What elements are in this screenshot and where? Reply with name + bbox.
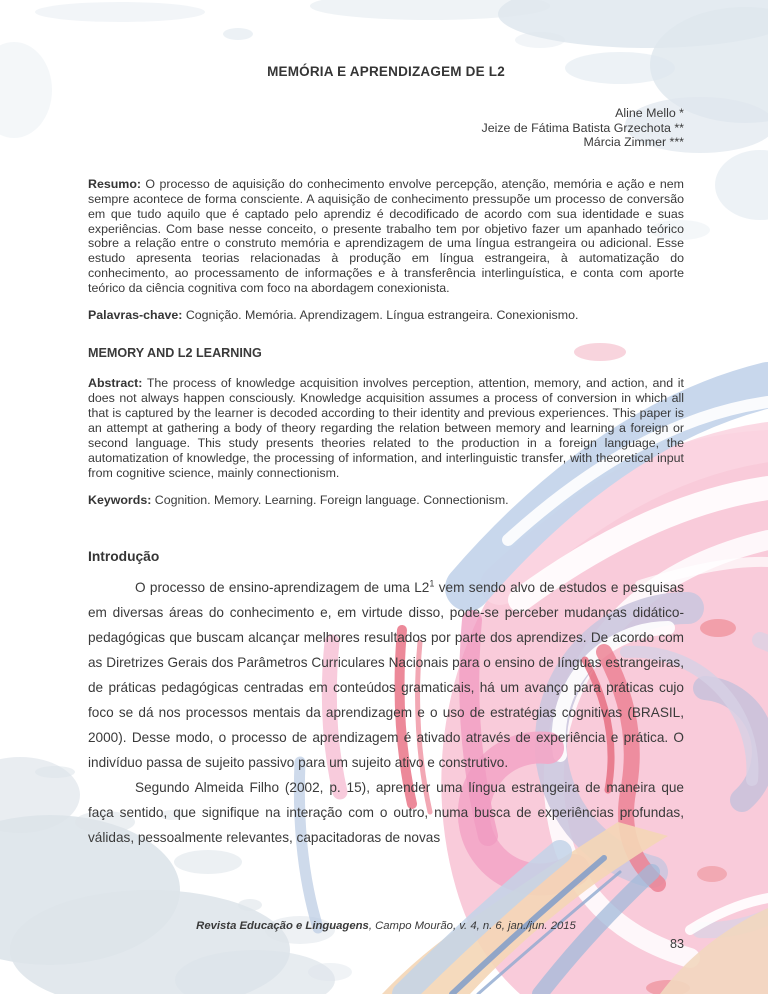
palavras-chave-line [88, 308, 684, 323]
authors-block [88, 106, 684, 150]
journal-citation: , Campo Mourão, v. 4, n. 6, jan./jun. 2015 [368, 920, 576, 932]
author-line: Jeize de Fátima Batista Grzechota ** [481, 120, 684, 135]
abstract-paragraph [88, 376, 684, 480]
palavras-chave-text: Cognição. Memória. Aprendizagem. Língua estrangeira. Conexionismo. [182, 308, 579, 323]
paragraph-text: vem sendo alvo de estudos e pesquisas em diversas áreas do conhecimento e, em virtude disso, pode-se perceber mudanças didático-pedagógicas que buscam alcançar melhores resultados por parte dos aprendizes. De acordo com as Diretrizes Gerais dos Parâmetros Curriculares Nacionais para o ensino de línguas estrangeiras, de práticas pedagógicas centradas em conteúdos gramaticais, há um avanço para práticas cujo foco se dá nos processos mentais da aprendizagem e o uso de estratégias cognitivas (BRASIL, 2000). Desse modo, o processo de aprendizagem é ativado através de experiência e prática. O indivíduo passa de sujeito passivo para um sujeito ativo e construtivo. [88, 579, 684, 770]
journal-name: Revista Educação e Linguagens [196, 920, 369, 932]
abstract-label: Abstract: [88, 376, 143, 391]
paper-title: MEMÓRIA E APRENDIZAGEM DE L2 [267, 64, 505, 79]
article-content [88, 0, 684, 850]
resumo-paragraph [88, 177, 684, 296]
footnote-reference-1: 1 [429, 578, 435, 589]
paragraph-text: O processo de ensino-aprendizagem de uma L2 [135, 579, 430, 595]
english-title-heading: MEMORY AND L2 LEARNING [88, 346, 262, 361]
keywords-line [88, 493, 684, 508]
resumo-text: O processo de aquisição do conhecimento envolve percepção, atenção, memória e ação e nem sempre acontece de forma consciente. A aquisição de conhecimento pressupõe um processo de conversão em que tudo aquilo que é captado pelo aprendiz é decodificado de acordo com sua identidade e suas experiências. Com base nesse conceito, o presente trabalho tem por objetivo fazer um apanhado teórico sobre a relação entre o construto memória e aprendizagem de uma língua estrangeira ou adicional. Esse estudo apresenta teorias relacionadas à produção em língua estrangeira, à automatização do conhecimento, ao processamento de informações e à transferência interlinguística, e conta com aporte teórico da ciência cognitiva com foco na abordagem conexionista. [88, 176, 684, 296]
journal-footer [88, 920, 684, 932]
keywords-text: Cognition. Memory. Learning. Foreign language. Connectionism. [151, 493, 509, 508]
author-line: Márcia Zimmer *** [583, 135, 684, 150]
intro-paragraph-2: Segundo Almeida Filho (2002, p. 15), aprender uma língua estrangeira de maneira que faça sentido, que signifique na interação com o outro, numa busca de experiências profundas, válidas, pessoalmente relevantes, capacitadoras de novas [88, 779, 684, 845]
section-heading-introducao: Introdução [88, 548, 160, 564]
keywords-label: Keywords: [88, 493, 152, 508]
page-number: 83 [669, 937, 684, 951]
abstract-text: The process of knowledge acquisition involves perception, attention, memory, and action, and it does not always happen consciously. Knowledge acquisition assumes a process of conversion in which all that is captured by the learner is decoded according to their identity and previous experiences. This paper is an attempt at gathering a body of theory regarding the relation between memory and learning a foreign or second language. This study presents theories related to the production in a foreign language, the automatization of knowledge, the processing of information, and interlinguistic transfer, with theoretical input from cognitive science, mainly connectionism. [88, 376, 684, 480]
palavras-chave-label: Palavras-chave: [88, 308, 183, 323]
resumo-label: Resumo: [88, 176, 142, 191]
intro-paragraph-1 [88, 575, 684, 775]
author-line: Aline Mello * [615, 106, 684, 120]
